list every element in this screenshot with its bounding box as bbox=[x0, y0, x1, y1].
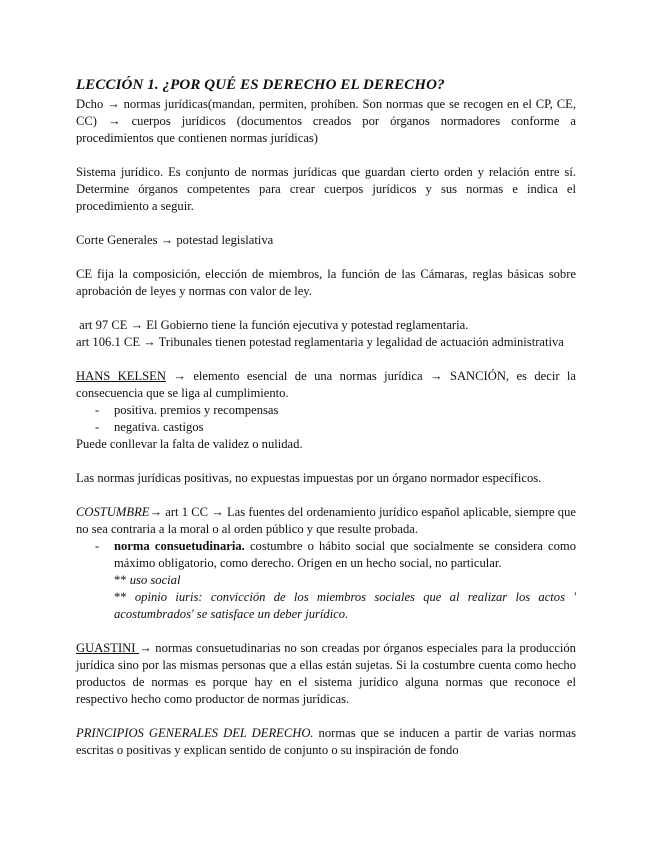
spacer bbox=[76, 623, 576, 640]
dash-bullet: - bbox=[95, 539, 100, 553]
paragraph-art-97: art 97 CE → El Gobierno tiene la función ejecutiva y potestad reglamentaria. bbox=[76, 318, 469, 332]
term-costumbre: COSTUMBRE bbox=[76, 505, 150, 519]
paragraph-guastini bbox=[76, 640, 576, 708]
paragraph-normas-positivas: Las normas jurídicas positivas, no expuestas impuestas por un órgano normador específicos. bbox=[76, 471, 542, 485]
paragraph-art-106: art 106.1 CE → Tribunales tienen potestad reglamentaria y legalidad de actuación administrativa bbox=[76, 335, 564, 349]
spacer bbox=[76, 147, 576, 164]
paragraph-sistema-juridico: Sistema jurídico. Es conjunto de normas jurídicas que guardan cierto orden y relación entre sí. Determine órganos competentes para crear cuerpos jurídicos y sus normas e indica el procedimiento a seguir. bbox=[76, 165, 576, 213]
list-item: - norma consuetudinaria. costumbre o hábito social que socialmente se considera como máximo obligatorio, como derecho. Origen en un hecho social, no particular. bbox=[95, 539, 577, 570]
spacer bbox=[76, 708, 576, 725]
principios-text: normas que se inducen a partir de varias normas escritas o positivas y explican sentido de conjunto o su inspiración de fondo bbox=[76, 726, 576, 757]
spacer bbox=[76, 300, 576, 317]
spacer bbox=[76, 487, 576, 504]
spacer bbox=[76, 249, 576, 266]
spacer bbox=[76, 351, 576, 368]
spacer bbox=[76, 453, 576, 470]
paragraph-costumbre bbox=[76, 504, 576, 538]
page-title: LECCIÓN 1. ¿POR QUÉ ES DERECHO EL DERECHO? bbox=[76, 77, 445, 93]
paragraph-validez: Puede conllevar la falta de validez o nulidad. bbox=[76, 437, 303, 451]
document-page bbox=[76, 74, 576, 759]
author-name-guastini: GUASTINI bbox=[76, 641, 140, 655]
spacer bbox=[76, 215, 576, 232]
author-name-kelsen: HANS KELSEN bbox=[76, 369, 166, 383]
list-item: - positiva. premios y recompensas bbox=[95, 403, 279, 417]
kelsen-text: → elemento esencial de una normas jurídica → SANCIÓN, es decir la consecuencia que se liga al cumplimiento. bbox=[76, 369, 576, 400]
sancion-list bbox=[76, 402, 576, 436]
dash-bullet: - bbox=[95, 420, 100, 434]
paragraph-ce-composicion: CE fija la composición, elección de miembros, la función de las Cámaras, reglas básicas sobre aprobación de leyes y normas con valor de ley. bbox=[76, 267, 576, 298]
costumbre-list bbox=[76, 538, 576, 572]
paragraph-principios bbox=[76, 725, 576, 759]
paragraph-kelsen bbox=[76, 368, 576, 402]
guastini-text: → normas consuetudinarias no son creadas por órganos especiales para la producción jurídica sino por las mismas personas que a ellas están sujetas. Si la costumbre cuenta como hecho productos de normas es porque hay en el sistema jurídico alguna normas que reconoce el respectivo hecho como productor de normas jurídicas. bbox=[76, 641, 576, 706]
costumbre-text: → art 1 CC → Las fuentes del ordenamiento jurídico español aplicable, siempre que no sea contraria a la moral o al orden público y que resulte probada. bbox=[76, 505, 576, 536]
list-item: - negativa. castigos bbox=[95, 420, 204, 434]
paragraph-derecho-normas: Dcho → normas jurídicas(mandan, permiten, prohíben. Son normas que se recogen en el CP, CE, CC) → cuerpos jurídicos (documentos creados por órganos normadores conforme a procedimientos que contienen normas jurídicas) bbox=[76, 97, 576, 145]
sub-note-opinio-iuris: ** opinio iuris: convicción de los miembros sociales que al realizar los actos ' acostumbrados' se satisface un deber jurídico. bbox=[114, 590, 576, 621]
term-norma-consuetudinaria: norma consuetudinaria. bbox=[114, 539, 245, 553]
term-principios: PRINCIPIOS GENERALES DEL DERECHO. bbox=[76, 726, 314, 740]
sub-note-uso-social: ** uso social bbox=[114, 573, 181, 587]
dash-bullet: - bbox=[95, 403, 100, 417]
paragraph-cortes-generales: Corte Generales → potestad legislativa bbox=[76, 233, 274, 247]
